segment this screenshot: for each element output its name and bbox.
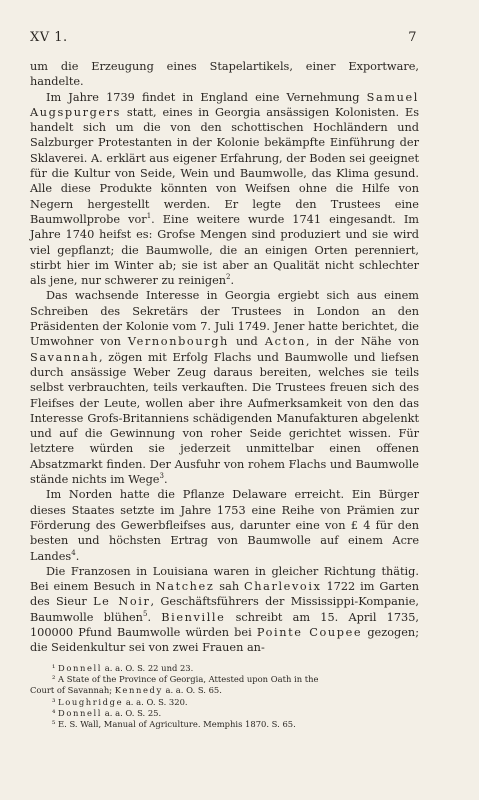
text-span: schreibt am 15. April 1735, 100000 Pfund Baumwolle würden bei — [30, 610, 419, 639]
footnote-5 — [30, 719, 419, 730]
paragraph-2 — [30, 90, 419, 289]
text-span: sah — [214, 580, 244, 594]
footnote-text: a. a. O. S. 65. — [162, 685, 222, 696]
place-name: Acton — [264, 335, 306, 349]
text-span: . — [230, 274, 235, 288]
footnote-text: a. a. O. S. 25. — [102, 707, 162, 718]
body-text — [30, 59, 419, 656]
footnote-text: Court of Savannah; — [30, 685, 115, 696]
paragraph-1-text: um die Erzeugung eines Stapelartikels, einer Exportware, handelte. — [30, 60, 419, 89]
footnote-text: a. a. O. S. 22 und 23. — [102, 663, 194, 673]
text-span: statt, eines in Georgia ansässigen Kolonisten. Es handelt sich um die von den schottischen Hochländern und Salzburger Protestanten in der Kolonie bekämpfte Einführung der Sklaverei. A. erklärt aus eigener Erfahrung, der Boden sei geeignet für die Kultur von Seide, Wein und Baumwolle, das Klima gesund. Alle diese Produkte könnten von Weifsen ohne die Hilfe von Negern hergestellt werden. Er legte den Trustees eine Baumwollprobe vor — [30, 105, 419, 226]
footnote-number: ⁴ — [52, 707, 56, 718]
paragraph-1 — [30, 59, 419, 90]
page-number: 7 — [408, 30, 417, 45]
footnote-text: A State of the Province of Georgia, Attested upon Oath in the — [58, 674, 319, 685]
footnote-number: ³ — [52, 696, 56, 707]
place-name: Natchez — [155, 580, 215, 594]
text-span: Das wachsende Interesse in Georgia ergiebt sich aus einem Schreiben des Sekretärs der Trustees in London an den Präsidenten der Kolonie vom 7. Juli 1749. Jener hatte berichtet, die Umwohner von — [30, 289, 419, 349]
footnote-4 — [30, 708, 419, 719]
text-span: , Geschäftsführers der Mississippi-Kompanie, Baumwolle blühen — [30, 595, 419, 624]
footnote-2 — [30, 674, 419, 685]
paragraph-4 — [30, 487, 419, 563]
person-name: Le Noir — [93, 595, 151, 609]
footnote-1 — [30, 663, 419, 674]
author-name: Donnell — [58, 707, 103, 718]
running-header — [30, 30, 417, 45]
text-span: 4 für den besten und höchsten Ertrag von Baumwolle auf einem Acre Landes — [30, 518, 419, 563]
person-name: Bienville — [161, 610, 226, 624]
footnote-ref: 5 — [142, 609, 148, 618]
text-span: 1722 im Garten des Sieur — [30, 580, 419, 609]
author-name: Donnell — [58, 663, 103, 673]
text-span: gezogen; die Seidenkultur sei von zwei Frauen an- — [30, 625, 419, 655]
text-span: . — [75, 549, 80, 563]
text-span: Die Franzosen in Louisiana waren in gleicher Richtung thätig. Bei einem Besuch in — [30, 564, 419, 594]
text-span: Im Norden hatte die Pflanze Delaware erreicht. Ein Bürger dieses Staates setzte im Jahre 1753 eine Reihe von Prämien zur Förderung des Gewerbfleifses aus, darunter eine von — [30, 488, 419, 532]
text-span: und — [228, 335, 265, 349]
place-name: Pointe Coupee — [256, 625, 363, 639]
footnote-number: ⁵ — [52, 719, 56, 730]
footnote-number: ¹ — [52, 663, 56, 673]
footnote-ref: 3 — [159, 472, 164, 481]
footnote-text: a. a. O. S. 320. — [123, 696, 188, 707]
footnote-ref: 1 — [146, 212, 152, 221]
person-name: Samuel Augspurgers — [30, 90, 419, 119]
person-name: Charlevoix — [244, 580, 322, 594]
text-span: . — [163, 473, 168, 487]
text-span: , in der Nähe von — [305, 335, 419, 349]
footnote-ref: 2 — [226, 273, 231, 282]
footnote-2-continued — [30, 685, 419, 696]
place-name: Savannah — [30, 350, 99, 364]
footnote-ref: 4 — [71, 548, 76, 557]
section-marker: XV 1. — [30, 30, 68, 45]
paragraph-5 — [30, 564, 419, 656]
author-name: Loughridge — [58, 696, 124, 707]
footnote-3 — [30, 697, 419, 708]
text-span: . — [147, 610, 162, 624]
paragraph-3 — [30, 288, 419, 487]
text-span: . Eine weitere wurde 1741 eingesandt. Im Jahre 1740 heifst es: Grofse Mengen sind produziert und sie wird viel gepflanzt; die Baumwolle, die an einigen Orten perenniert, stirbt hier im Winter ab; sie ist aber an Qualität nicht schlechter als jene, nur schwerer zu reinigen — [30, 212, 419, 288]
text-span: Im Jahre 1739 findet in England eine Vernehmung — [46, 90, 367, 104]
footnote-number: ² — [52, 674, 56, 685]
author-name: Kennedy — [114, 685, 163, 696]
pound-sign: £ — [350, 518, 358, 532]
footnotes — [30, 663, 419, 730]
place-name: Vernonbourgh — [127, 335, 229, 349]
text-span: , zögen mit Erfolg Flachs und Baumwolle und liefsen durch ansässige Weber Zeug daraus bereiten, welches sie teils selbst verbrauchten, teils verkauften. Die Trustees freuen sich des Fleifses der Leute, wollen aber ihre Aufmerksamkeit von den das Interesse Grofs-Britanniens schädigenden Manufakturen abgelenkt und auf die Gewinnung von roher Seide gerichtet wissen. Für letztere würden sie jederzeit unmittelbar einen offenen Absatzmarkt finden. Der Ausfuhr von rohem Flachs und Baumwolle stände nichts im Wege — [30, 350, 419, 487]
footnote-text: E. S. Wall, Manual of Agriculture. Memphis 1870. S. 65. — [58, 719, 296, 730]
